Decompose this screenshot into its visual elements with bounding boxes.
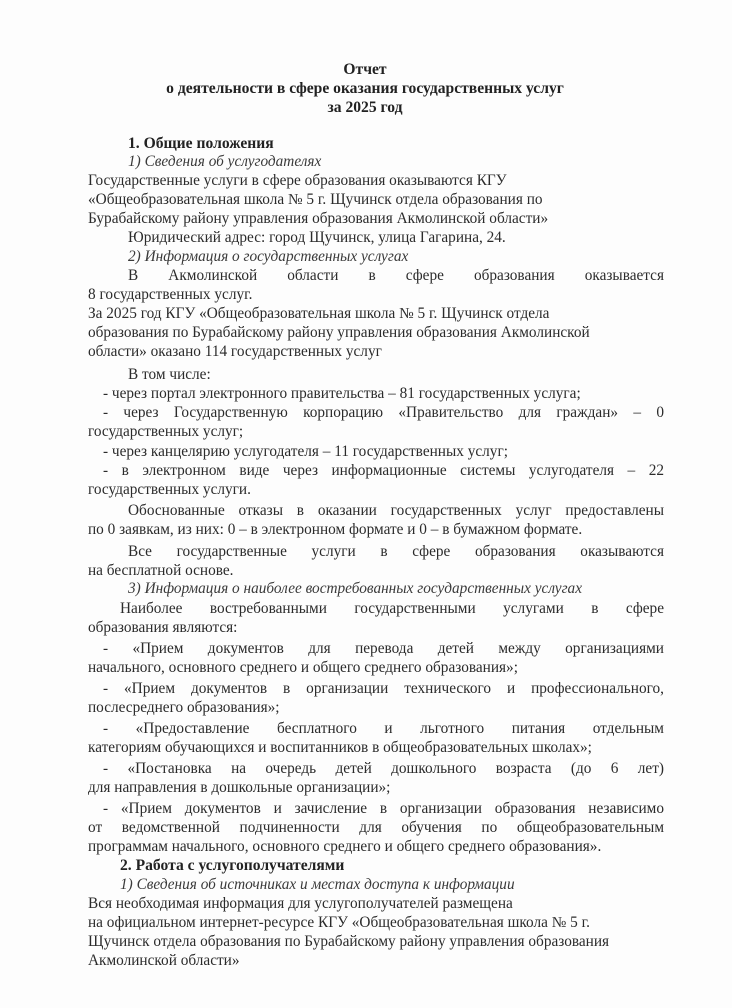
popular-service-item: - «Прием документов и зачисление в организации образования независимо — [103, 800, 664, 817]
popular-service-item: - «Постановка на очередь детей дошкольного возраста (до 6 лет) — [103, 760, 664, 777]
popular-service-item: - «Предоставление бесплатного и льготного питания отдельным — [103, 720, 664, 737]
section-1-2-heading: 2) Информация о государственных услугах — [128, 248, 409, 265]
services-count-text: 8 государственных услуг. — [88, 286, 253, 303]
provider-text: Государственные услуги в сфере образования оказываются КГУ — [88, 172, 507, 189]
channel-item: государственных услуги. — [88, 481, 251, 498]
document-title: Отчет — [343, 61, 387, 78]
section-2-1-heading: 1) Сведения об источниках и местах доступа к информации — [120, 876, 515, 893]
popular-service-item: категориям обучающихся и воспитанников в общеобразовательных школах»; — [88, 739, 592, 756]
refusals-text: по 0 заявкам, из них: 0 – в электронном формате и 0 – в бумажном формате. — [88, 521, 583, 538]
popular-services-intro: Наиболее востребованными государственными услугами в сфере — [120, 600, 664, 617]
free-basis-text: Все государственные услуги в сфере образования оказываются — [128, 543, 664, 560]
popular-services-intro: образования являются: — [88, 619, 238, 636]
document-title-year: за 2025 год — [327, 99, 403, 116]
channel-item: - через портал электронного правительства – 81 государственных услуга; — [103, 385, 581, 402]
popular-service-item: от ведомственной подчиненности для обучения по общеобразовательным — [88, 819, 664, 836]
refusals-text: Обоснованные отказы в оказании государственных услуг предоставлены — [128, 502, 664, 519]
channel-item: - в электронном виде через информационные системы услугодателя – 22 — [103, 462, 664, 479]
section-2-heading: 2. Работа с услугополучателями — [120, 857, 345, 874]
section-1-1-heading: 1) Сведения об услугодателях — [128, 153, 322, 170]
channel-item: государственных услуг; — [88, 423, 244, 440]
free-basis-text: на бесплатной основе. — [88, 562, 234, 579]
info-access-text: Акмолинской области» — [88, 952, 240, 969]
services-count-text: В Акмолинской области в сфере образования оказывается — [128, 267, 664, 284]
services-provided-text: образования по Бурабайскому району управления образования Акмолинской — [88, 324, 590, 341]
channel-item: - через Государственную корпорацию «Правительство для граждан» – 0 — [103, 404, 664, 421]
section-1-heading: 1. Общие положения — [128, 135, 274, 152]
info-access-text: на официальном интернет-ресурсе КГУ «Общеобразовательная школа № 5 г. — [88, 914, 590, 931]
channel-item: - через канцелярию услугодателя – 11 государственных услуг; — [103, 443, 508, 460]
services-provided-text: области» оказано 114 государственных услуг — [88, 343, 382, 360]
popular-service-item: начального, основного среднего и общего среднего образования»; — [88, 659, 518, 676]
document-title-subject: о деятельности в сфере оказания государственных услуг — [166, 80, 564, 97]
popular-service-item: послесреднего образования»; — [88, 699, 280, 716]
popular-service-item: для направления в дошкольные организации»; — [88, 779, 391, 796]
legal-address: Юридический адрес: город Щучинск, улица Гагарина, 24. — [128, 229, 506, 246]
including-label: В том числе: — [128, 366, 211, 383]
info-access-text: Вся необходимая информация для услугополучателей размещена — [88, 895, 513, 912]
popular-service-item: - «Прием документов для перевода детей между организациями — [103, 640, 664, 657]
info-access-text: Щучинск отдела образования по Бурабайскому району управления образования — [88, 933, 610, 950]
popular-service-item: программам начального, основного среднего и общего среднего образования». — [88, 838, 602, 855]
provider-text: Бурабайскому району управления образования Акмолинской области» — [88, 210, 549, 227]
popular-service-item: - «Прием документов в организации технического и профессионального, — [103, 680, 664, 697]
section-1-3-heading: 3) Информация о наиболее востребованных государственных услугах — [128, 580, 582, 597]
services-provided-text: За 2025 год КГУ «Общеобразовательная школа № 5 г. Щучинск отдела — [88, 305, 550, 322]
provider-text: «Общеобразовательная школа № 5 г. Щучинск отдела образования по — [88, 191, 543, 208]
